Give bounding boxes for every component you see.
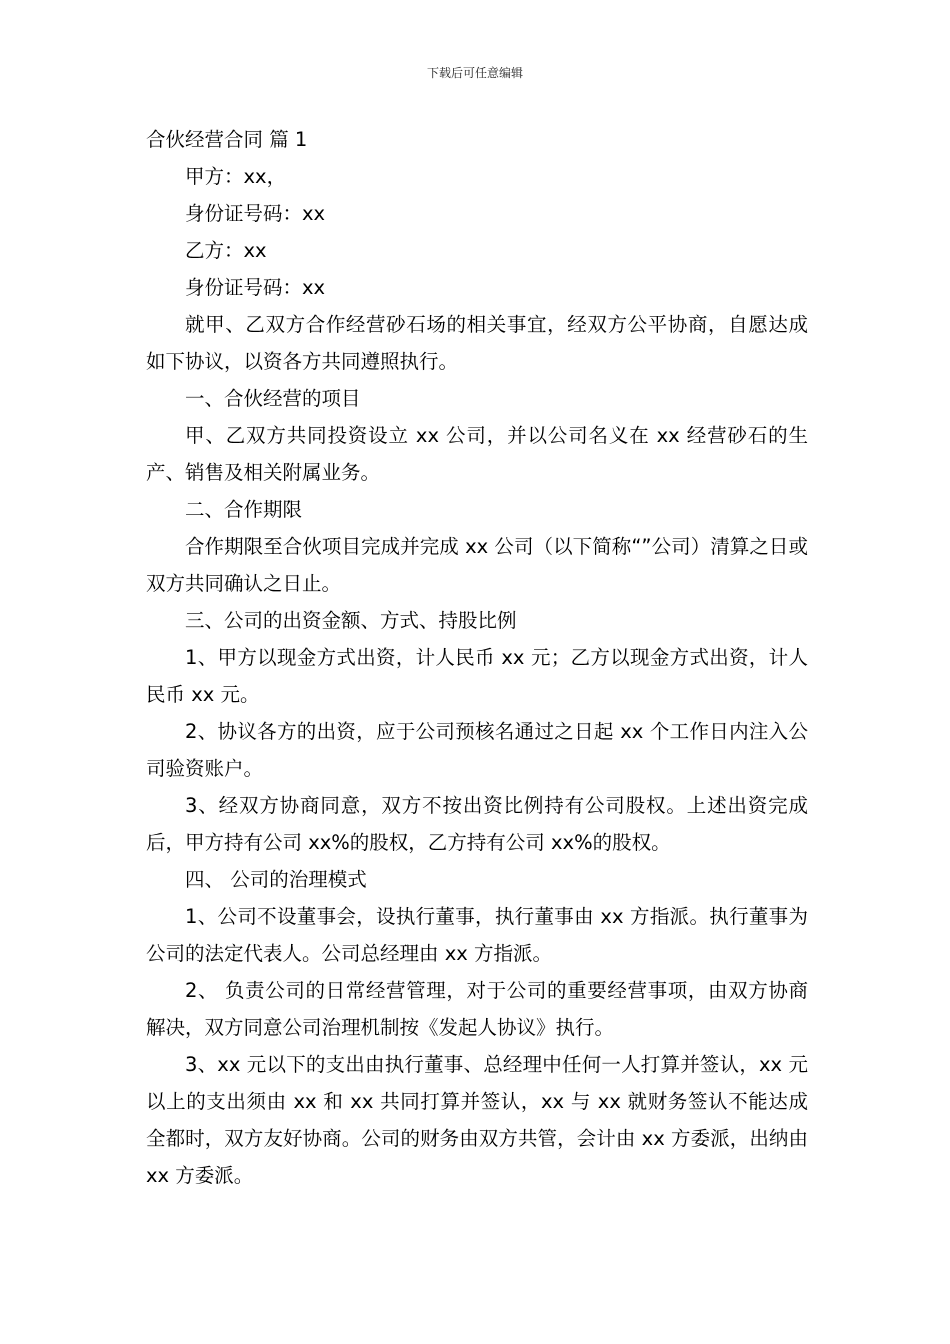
paragraph-governance-2: 2、 负责公司的日常经营管理，对于公司的重要经营事项，由双方协商解决，双方同意公司治理机制按《发起人协议》执行。	[146, 979, 808, 1039]
section-heading-3: 三、公司的出资金额、方式、持股比例	[185, 609, 517, 632]
paragraph-party-b: 乙方：xx	[185, 239, 267, 262]
page-header: 下载后可任意编辑	[426, 66, 523, 80]
paragraph-capital-2: 2、协议各方的出资，应于公司预核名通过之日起 xx 个工作日内注入公司验资账户。	[146, 720, 808, 780]
paragraph-party-a-id: 身份证号码：xx	[185, 202, 326, 225]
paragraph-party-b-id: 身份证号码：xx	[185, 276, 326, 299]
paragraph-capital-1: 1、甲方以现金方式出资，计人民币 xx 元；乙方以现金方式出资，计人民币 xx 元。	[146, 646, 808, 706]
document-title: 合伙经营合同 篇 1	[146, 128, 308, 151]
paragraph-term: 合作期限至合伙项目完成并完成 xx 公司（以下简称“”公司）清算之日或双方共同确认之日止。	[146, 535, 808, 595]
paragraph-governance-3: 3、xx 元以下的支出由执行董事、总经理中任何一人打算并签认，xx 元以上的支出须由 xx 和 xx 共同打算并签认，xx 与 xx 就财务签认不能达成全都时，双方友好协商。公司的财务由双方共管，会计由 xx 方委派，出纳由 xx 方委派。	[146, 1053, 808, 1187]
paragraph-party-a: 甲方：xx，	[185, 165, 287, 188]
paragraph-capital-3: 3、经双方协商同意，双方不按出资比例持有公司股权。上述出资完成后，甲方持有公司 xx%的股权，乙方持有公司 xx%的股权。	[146, 794, 808, 854]
paragraph-preamble: 就甲、乙双方合作经营砂石场的相关事宜，经双方公平协商，自愿达成如下协议，以资各方共同遵照执行。	[146, 313, 808, 373]
section-heading-4: 四、 公司的治理模式	[185, 868, 367, 891]
paragraph-governance-1: 1、公司不设董事会，设执行董事，执行董事由 xx 方指派。执行董事为公司的法定代表人。公司总经理由 xx 方指派。	[146, 905, 808, 965]
section-heading-1: 一、合伙经营的项目	[185, 387, 361, 410]
section-heading-2: 二、合作期限	[185, 498, 303, 521]
document-body	[146, 121, 808, 1194]
paragraph-project: 甲、乙双方共同投资设立 xx 公司，并以公司名义在 xx 经营砂石的生产、销售及相关附属业务。	[146, 424, 808, 484]
